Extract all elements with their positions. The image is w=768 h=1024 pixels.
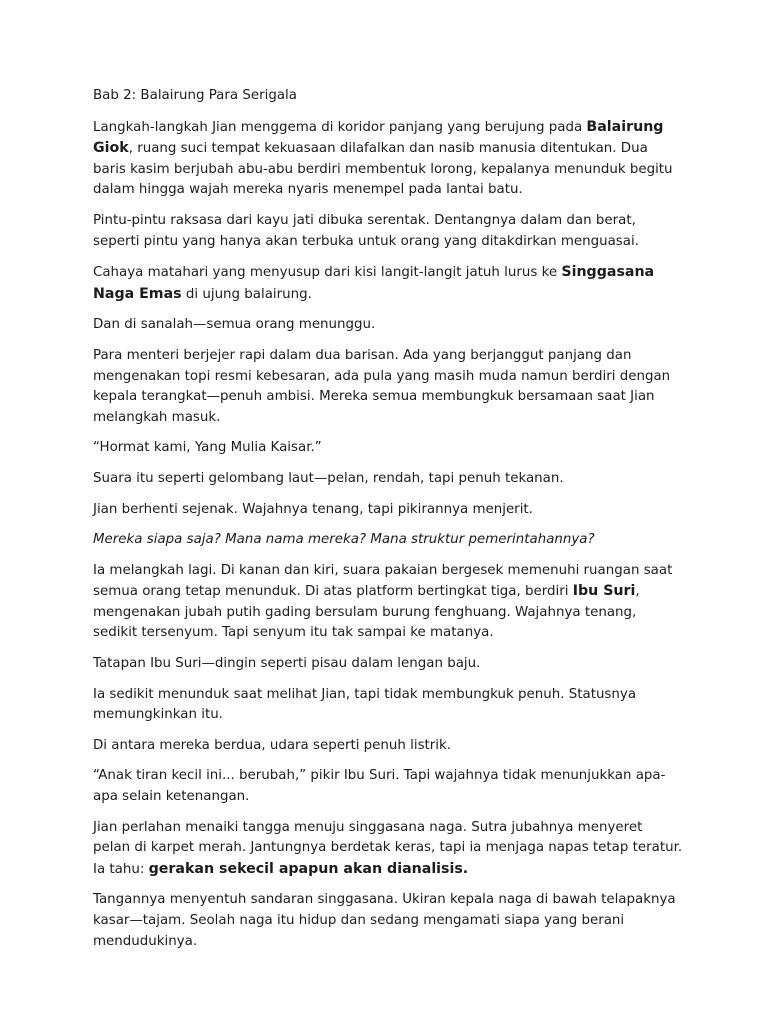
paragraph-3-text-a: Cahaya matahari yang menyusup dari kisi langit-langit jatuh lurus ke [93,265,562,281]
paragraph-11: Tatapan Ibu Suri—dingin seperti pisau dalam lengan baju. [93,656,481,672]
paragraph-13: Di antara mereka berdua, udara seperti penuh listrik. [93,737,452,753]
emphasis-balairung-giok: Balairung Giok [93,118,664,157]
paragraph-10-text-a: Ia melangkah lagi. Di kanan dan kiri, suara pakaian bergesek memenuhi ruangan saat semua orang tetap menunduk. Di atas platform bertingkat tiga, berdiri [93,562,673,600]
paragraph-3 [93,262,683,305]
paragraph-16: Tangannya menyentuh sandaran singgasana. Ukiran kepala naga di bawah telapaknya kasar—tajam. Seolah naga itu hidup dan sedang mengamati siapa yang berani mendudukinya. [93,892,676,949]
paragraph-1-text-c: , ruang suci tempat kekuasaan dilafalkan dan nasib manusia ditentukan. Dua baris kasim berjubah abu-abu berdiri membentuk lorong, kepalanya menunduk begitu dalam hingga wajah mereka nyaris menempel pada lantai batu. [93,141,673,198]
paragraph-3-text-c: di ujung balairung. [181,286,312,302]
paragraph-15-text-a: Jian perlahan menaiki tangga menuju singgasana naga. Sutra jubahnya menyeret pelan di karpet merah. Jantungnya berdetak keras, tapi ia menjaga napas tetap teratur. Ia tahu: [93,819,683,877]
paragraph-1-text-a: Langkah-langkah Jian menggema di koridor panjang yang berujung pada [93,119,587,135]
emphasis-singgasana-naga-emas: Singgasana Naga Emas [93,264,655,302]
paragraph-2: Pintu-pintu raksasa dari kayu jati dibuka serentak. Dentangnya dalam dan berat, seperti pintu yang hanya akan terbuka untuk orang yang ditakdirkan menguasai. [93,212,639,249]
paragraph-9-thought: Mereka siapa saja? Mana nama mereka? Mana struktur pemerintahannya? [93,532,595,548]
paragraph-12: Ia sedikit menunduk saat melihat Jian, tapi tidak membungkuk penuh. Statusnya memungkinkan itu. [93,686,637,723]
paragraph-1 [93,117,683,201]
chapter-title: Bab 2: Balairung Para Serigala [93,88,297,103]
paragraph-10 [93,561,683,644]
paragraph-14: “Anak tiran kecil ini... berubah,” pikir Ibu Suri. Tapi wajahnya tidak menunjukkan apa-apa selain ketenangan. [93,768,666,805]
paragraph-10-text-c: , mengenakan jubah putih gading bersulam burung fenghuang. Wajahnya tenang, sedikit tersenyum. Tapi senyum itu tak sampai ke matanya. [93,584,640,641]
paragraph-6: “Hormat kami, Yang Mulia Kaisar.” [93,440,322,456]
emphasis-ibu-suri: Ibu Suri [572,583,636,600]
paragraph-8: Jian berhenti sejenak. Wajahnya tenang, tapi pikirannya menjerit. [93,501,533,517]
paragraph-7: Suara itu seperti gelombang laut—pelan, rendah, tapi penuh tekanan. [93,470,564,486]
document-page [93,86,683,962]
paragraph-15 [93,818,683,881]
emphasis-gerakan: gerakan sekecil apapun akan dianalisis. [148,860,469,877]
paragraph-4: Dan di sanalah—semua orang menunggu. [93,317,376,333]
paragraph-5: Para menteri berjejer rapi dalam dua barisan. Ada yang berjanggut panjang dan mengenakan topi resmi kebesaran, ada pula yang masih muda namun berdiri dengan kepala terangkat—penuh ambisi. Mereka semua membungkuk bersamaan saat Jian melangkah masuk. [93,347,671,425]
